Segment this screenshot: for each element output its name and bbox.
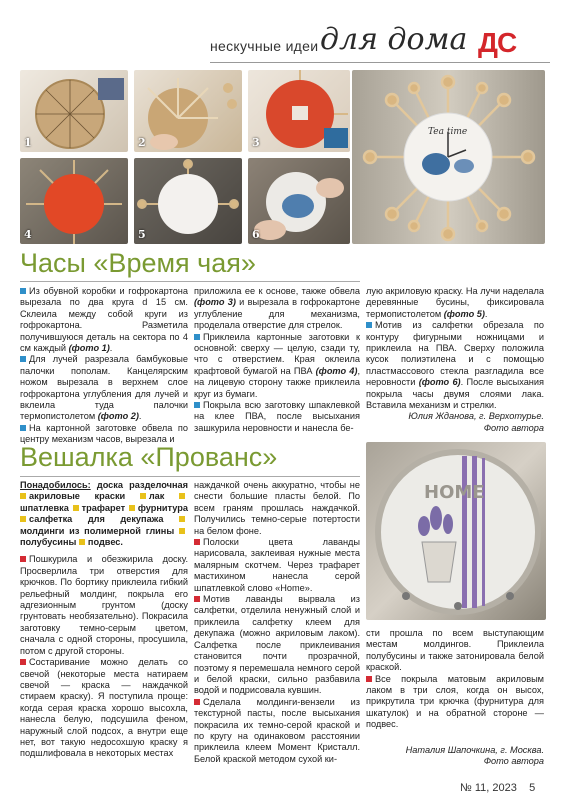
bullet-icon (366, 322, 372, 328)
article2-author: Наталия Шапочкина, г. Москва. (405, 744, 544, 755)
header-rule (210, 62, 550, 63)
bullet-icon (194, 539, 200, 545)
bullet-icon (179, 493, 185, 499)
photo-step-1 (20, 70, 128, 152)
bullet-icon (129, 505, 135, 511)
issue-number: № 11, 2023 (460, 782, 517, 794)
article1-column-1: Из обувной коробки и гофрокартона вырезала по два круга d 15 см. Склеила между собой круги из гофрокартона. Разметила получившуюся деталь на сектора по 4 см каждый (фото 1). Для лучей разрезала бамбуковые палочки пополам. Канцелярским ножом вырезала в верхнем слое гофрокартона углубления для лучей и вклеила туда палочки термопистолетом (фото 2). На картонной заготовке обвела по центру механизм часов, вырезала и (20, 286, 188, 445)
bullet-icon (366, 676, 372, 682)
photo-number: 4 (24, 228, 32, 241)
article1-photo-credit: Фото автора (483, 422, 544, 433)
bullet-icon (73, 505, 79, 511)
napkin-motif-illustration (248, 158, 350, 244)
bullet-icon (140, 493, 146, 499)
bullet-icon (194, 596, 200, 602)
photo-step-5 (134, 158, 242, 244)
bullet-icon (194, 334, 200, 340)
bullet-icon (20, 556, 26, 562)
clock-plate-text: Tea time (428, 127, 468, 137)
red-circle-illustration (248, 70, 350, 152)
white-clock-base-illustration (134, 158, 242, 244)
photo-number: 5 (138, 228, 146, 241)
hanger-plate-illustration (366, 442, 546, 620)
photo-number: 2 (138, 136, 146, 149)
article2-column-2: наждачкой очень аккуратно, чтобы не снести большие пласты белой. По всем граням прошлась наждачкой. Получились темно-серые потертости на белом фоне. Полоски цвета лаванды нарисовала, заклеивая нужные места малярным скотчем. Через трафарет мастихином нанесла серой шпатлевкой слово «Home». Мотив лаванды вырвала из салфетки, отделила ненужный слой и приклеила салфетку клеем для декупажа (можно акриловым лаком). Салфетка после приклеивания становится почти прозрачной, поэтому я перемешала немного серой и белой краски, сильно разбавила водой и подрисовала кувшин. Сделала молдинги-вензели из текстурной пасты, после высыхания покрасила их темно-серой краской и по кругу на одинаковом расстоянии приклеила клеем Момент Кристалл. Белой краской методом сухой ки- (194, 480, 360, 764)
photo-finished-clock (352, 70, 545, 244)
article-title-hanger: Вешалка «Прованс» (20, 442, 278, 472)
page-number: 5 (529, 782, 536, 794)
magazine-logo: ДС (478, 27, 517, 58)
bullet-icon (20, 516, 26, 522)
article2-column-1: Понадобилось: доска разделочная акриловые краски лак шпатлевка трафарет фурнитура салфетка для декупажа молдинги из полимерной глины полубусины подвес. Пошкурила и обезжирила доску. Просверлила три отверстия для крючков. По бортику приклеила гибкий рельефный молдинг, покрыла его адгезионным грунтом (доску грунтовать необязательно). Покрасила заготовку темно-серым цветом, сначала с одной стороны, просушила, потом с другой стороны. Состаривание можно делать со свечой (некоторые места натираем свечой — краска — наждачкой стираем краску). Я поступила проще: когда серая краска хорошо высохла, нанесла белую, подсушила феном, наружный слой подсох, а внутри еще нет, вот такую недосохшую краску я подшлифовала в некоторых местах (20, 480, 188, 759)
header-title: для дома (320, 22, 468, 57)
article2-column-3: сти прошла по всем выступающим местам молдингов. Приклеила полубусины и также затонировала белой краской. Все покрыла матовым акриловым лаком в три слоя, когда он высох, прикрутила три крючка (фурнитура для шкатулок) и на обратной стороне — подвес. Наталия Шапочкина, г. Москва. Фото автора (366, 628, 544, 767)
bullet-icon (20, 356, 26, 362)
page-footer (460, 782, 535, 794)
photo-number: 3 (252, 136, 260, 149)
article1-column-3: лую акриловую краску. На лучи наделала деревянные бусины, фиксировала термопистолетом (фото 5). Мотив из салфетки обрезала по контуру фигурными ножницами и приклеила на ПВА. Сверху положила кусок полиэтилена и с помощью пластмассового стекла разгладила все неровности (фото 6). После высыхания покрыла часы двумя слоями лака. Вставила механизм и стрелки. Юлия Жданова, г. Верхотурье. Фото автора (366, 286, 544, 433)
bullet-icon (79, 539, 85, 545)
bullet-icon (20, 493, 26, 499)
article1-column-2: приложила ее к основе, также обвела (фото 3) и вырезала в гофрокартоне углубление для механизма, проделала отверстие для стрелок. Приклеила картонные заготовки к основной: сверху — целую, сзади ту, что с отверстием. Края оклеила крафтовой бумагой на ПВА (фото 4), на лицевую сторону также приклеила круг из бумаги. Покрыла всю заготовку шпаклевкой на клее ПВА, после высыхания зашкурила неровности и нанесла бе- (194, 286, 360, 433)
bullet-icon (20, 425, 26, 431)
photo-finished-hanger (366, 442, 546, 620)
photo-step-3 (248, 70, 350, 152)
bullet-icon (179, 516, 185, 522)
bullet-icon (194, 402, 200, 408)
sticks-on-circle-illustration (134, 70, 242, 152)
photo-number: 1 (24, 136, 32, 149)
bullet-icon (194, 699, 200, 705)
bullet-icon (20, 288, 26, 294)
photo-step-2 (134, 70, 242, 152)
finished-clock-illustration (352, 70, 545, 244)
photo-number: 6 (252, 228, 260, 241)
title-rule (20, 281, 360, 282)
hanger-plate-text: HOME (424, 482, 485, 503)
red-clock-base-illustration (20, 158, 128, 244)
cardboard-circle-illustration (20, 70, 128, 152)
header-tagline: нескучные идеи (210, 38, 319, 54)
photo-step-6 (248, 158, 350, 244)
article1-author: Юлия Жданова, г. Верхотурье. (408, 411, 544, 422)
title-rule (20, 476, 360, 477)
materials-list: Понадобилось: доска разделочная акриловые краски лак шпатлевка трафарет фурнитура салфетка для декупажа молдинги из полимерной глины полубусины подвес. (20, 480, 188, 548)
photo-step-4 (20, 158, 128, 244)
bullet-icon (20, 659, 26, 665)
article2-photo-credit: Фото автора (483, 756, 544, 767)
article-title-clock: Часы «Время чая» (20, 248, 256, 278)
bullet-icon (179, 528, 185, 534)
